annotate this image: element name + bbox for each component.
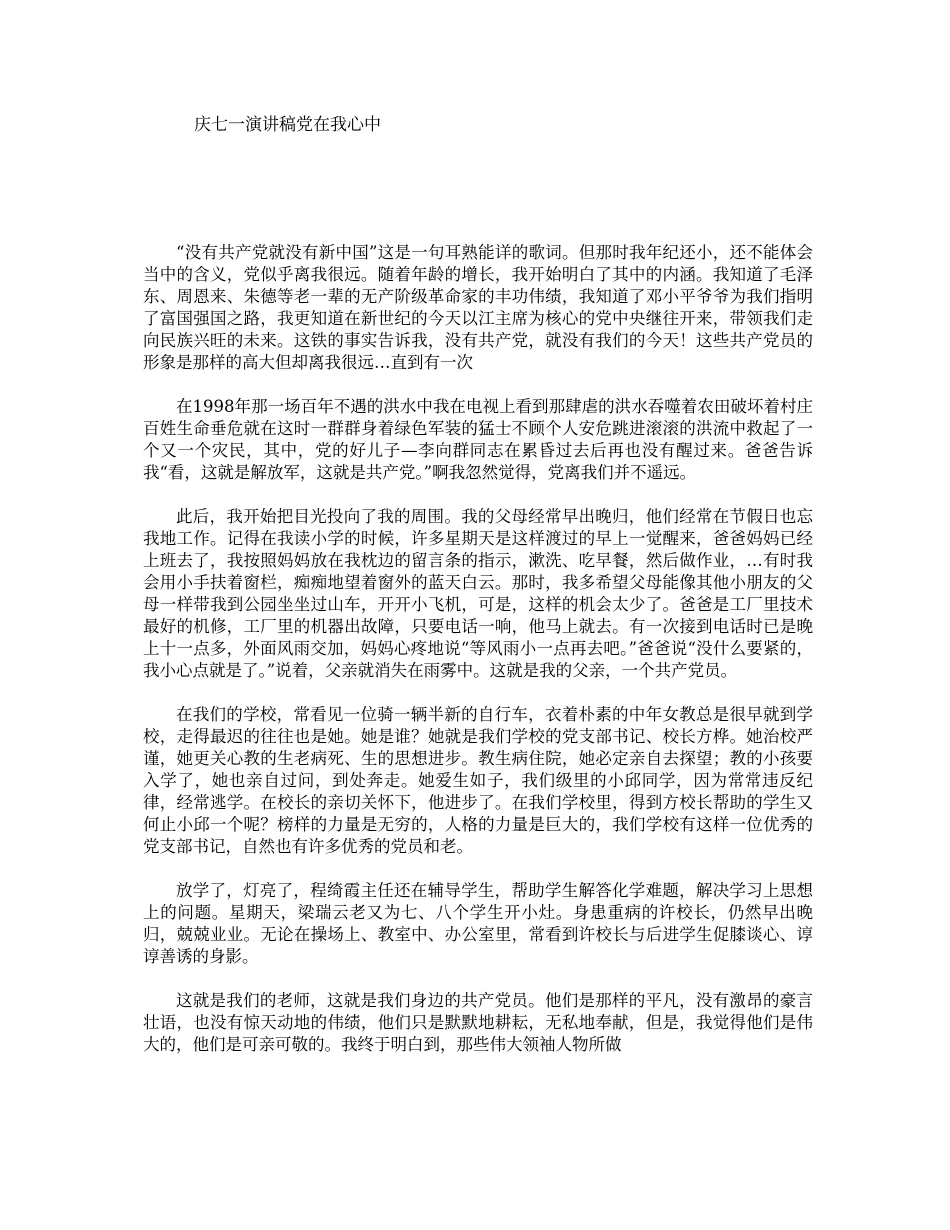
document-title: 庆七一演讲稿党在我心中 [194, 115, 381, 135]
paragraph-4: 在我们的学校，常看见一位骑一辆半新的自行车，衣着朴素的中年女教总是很早就到学校，走得最迟的往往也是她。她是谁？她就是我们学校的党支部书记、校长方桦。她治校严谨，她更关心教的生老病死、生的思想进步。教生病住院，她必定亲自去探望；教的小孩要入学了，她也亲自过问，到处奔走。她爱生如子，我们级里的小邱同学，因为常常违反纪律，经常逃学。在校长的亲切关怀下，他进步了。在我们学校里，得到方校长帮助的学生又何止小邱一个呢？榜样的力量是无穷的，人格的力量是巨大的，我们学校有这样一位优秀的党支部书记，自然也有许多优秀的党员和老。 [143, 705, 813, 856]
paragraph-3: 此后，我开始把目光投向了我的周围。我的父母经常早出晚归，他们经常在节假日也忘我地工作。记得在我读小学的时候，许多星期天是这样渡过的早上一觉醒来，爸爸妈妈已经上班去了，我按照妈妈放在我枕边的留言条的指示，漱洗、吃早餐，然后做作业，…有时我会用小手扶着窗栏，痴痴地望着窗外的蓝天白云。那时，我多希望父母能像其他小朋友的父母一样带我到公园坐坐过山车，开开小飞机，可是，这样的机会太少了。爸爸是工厂里技术最好的机修，工厂里的机器出故障，只要电话一响，他马上就去。有一次接到电话时已是晚上十一点多，外面风雨交加，妈妈心疼地说“等风雨小一点再去吧。”爸爸说“没什么要紧的，我小心点就是了。”说着，父亲就消失在雨雾中。这就是我的父亲，一个共产党员。 [143, 507, 813, 680]
paragraph-2: 在1998年那一场百年不遇的洪水中我在电视上看到那肆虐的洪水吞噬着农田破坏着村庄百姓生命垂危就在这时一群群身着绿色军装的猛士不顾个人安危跳进滚滚的洪流中救起了一个又一个灾民，其中，党的好儿子—李向群同志在累昏过去后再也没有醒过来。爸爸告诉我“看，这就是解放军，这就是共产党。”啊我忽然觉得，党离我们并不遥远。 [143, 397, 813, 482]
document-body [143, 242, 813, 1078]
paragraph-6: 这就是我们的老师，这就是我们身边的共产党员。他们是那样的平凡，没有激昂的豪言壮语，也没有惊天动地的伟绩，他们只是默默地耕耘，无私地奉献，但是，我觉得他们是伟大的，他们是可亲可敬的。我终于明白到，那些伟大领袖人物所做 [143, 991, 813, 1054]
paragraph-1: “没有共产党就没有新中国”这是一句耳熟能详的歌词。但那时我年纪还小，还不能体会当中的含义，党似乎离我很远。随着年龄的增长，我开始明白了其中的内涵。我知道了毛泽东、周恩来、朱德等老一辈的无产阶级革命家的丰功伟绩，我知道了邓小平爷爷为我们指明了富国强国之路，我更知道在新世纪的今天以江主席为核心的党中央继往开来，带领我们走向民族兴旺的未来。这铁的事实告诉我，没有共产党，就没有我们的今天！这些共产党员的形象是那样的高大但却离我很远…直到有一次 [143, 243, 813, 372]
paragraph-5: 放学了，灯亮了，程绮霞主任还在辅导学生，帮助学生解答化学难题，解决学习上思想上的问题。星期天，梁瑞云老又为七、八个学生开小灶。身患重病的许校长，仍然早出晚归，兢兢业业。无论在操场上、教室中、办公室里，常看到许校长与后进学生促膝谈心、谆谆善诱的身影。 [143, 881, 813, 966]
